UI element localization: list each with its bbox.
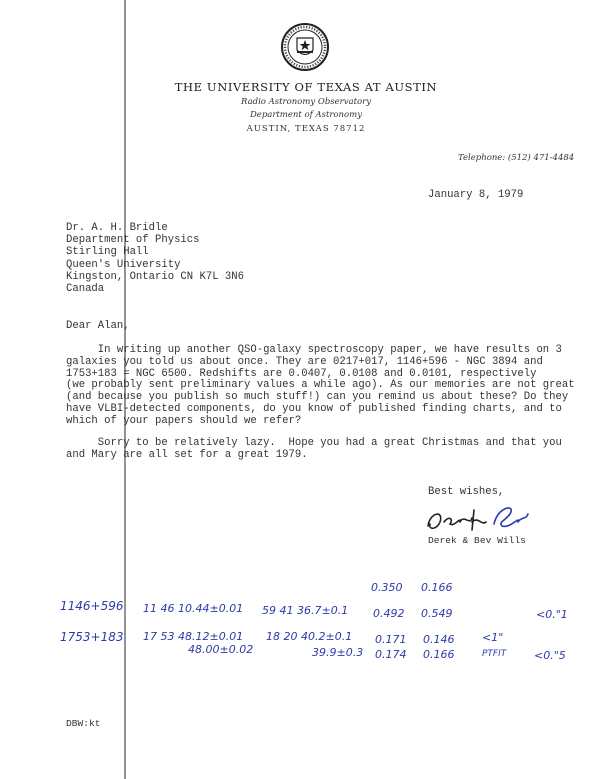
address-line: Queen's University bbox=[66, 258, 181, 271]
hand-row2-name: 1753+183 bbox=[60, 630, 124, 644]
university-name: THE UNIVERSITY OF TEXAS AT AUSTIN bbox=[174, 80, 438, 94]
address-line: Department of Physics bbox=[66, 234, 200, 247]
hand-row1-ra: 11 46 10.44±0.01 bbox=[143, 602, 244, 615]
hand-row3-ra: 48.00±0.02 bbox=[188, 643, 254, 656]
hand-row2-note: <1" bbox=[482, 631, 504, 644]
address-line: Canada bbox=[66, 283, 105, 296]
salutation: Dear Alan, bbox=[66, 320, 130, 332]
paragraph-line: have VLBI-detected components, do you know of published finding charts, and to bbox=[66, 402, 562, 415]
reference-initials: DBW:kt bbox=[66, 718, 101, 729]
hand-row3-note: PTFIT bbox=[482, 649, 507, 659]
signature bbox=[424, 500, 534, 536]
observatory-name: Radio Astronomy Observatory bbox=[240, 97, 372, 107]
hand-row0-c1: 0.350 bbox=[371, 581, 403, 594]
address-line: Kingston, Ontario CN K7L 3N6 bbox=[66, 270, 245, 283]
paragraph-line: (we probably sent preliminary values a while ago). As our memories are not great bbox=[66, 379, 575, 392]
hand-row3-size: <0."5 bbox=[534, 649, 566, 662]
address-line: Dr. A. H. Bridle bbox=[66, 222, 168, 234]
hand-row3-c1: 0.174 bbox=[375, 648, 407, 661]
hand-row2-c1: 0.171 bbox=[375, 633, 407, 646]
paragraph-line: Sorry to be relatively lazy. Hope you had a great Christmas and that you bbox=[66, 437, 562, 449]
hand-row3-dec: 39.9±0.3 bbox=[312, 646, 364, 659]
hand-row1-c1: 0.492 bbox=[373, 607, 405, 620]
hand-row2-c2: 0.146 bbox=[423, 633, 455, 646]
hand-row0-c2: 0.166 bbox=[421, 581, 453, 594]
university-seal-icon bbox=[280, 22, 330, 72]
hand-row1-size: <0."1 bbox=[536, 608, 568, 621]
hand-row1-c2: 0.549 bbox=[421, 607, 453, 620]
recipient-address bbox=[66, 222, 244, 295]
hand-row1-name: 1146+596 bbox=[60, 599, 124, 613]
hand-row2-ra: 17 53 48.12±0.01 bbox=[143, 630, 244, 643]
telephone: Telephone: (512) 471-4484 bbox=[458, 153, 575, 163]
body-paragraph-1 bbox=[66, 344, 575, 428]
paragraph-line: (and because you publish so much stuff!) can you remind us about these? Do they bbox=[66, 391, 569, 404]
paragraph-line: galaxies you told us about once. They are 0217+017, 1146+596 - NGC 3894 and bbox=[66, 355, 543, 368]
letter-date: January 8, 1979 bbox=[428, 189, 524, 201]
closing: Best wishes, bbox=[428, 486, 505, 498]
paragraph-line: In writing up another QSO-galaxy spectroscopy paper, we have results on 3 bbox=[66, 344, 562, 356]
paragraph-line: 1753+183 = NGC 6500. Redshifts are 0.0407, 0.0108 and 0.0101, respectively bbox=[66, 367, 537, 380]
letterhead-city: AUSTIN, TEXAS 78712 bbox=[246, 124, 366, 134]
address-line: Stirling Hall bbox=[66, 246, 149, 259]
paragraph-line: which of your papers should we refer? bbox=[66, 414, 302, 427]
body-paragraph-2 bbox=[66, 437, 562, 462]
hand-row2-dec: 18 20 40.2±0.1 bbox=[266, 630, 353, 643]
hand-row1-dec: 59 41 36.7±0.1 bbox=[262, 604, 349, 617]
department-name: Department of Astronomy bbox=[249, 110, 363, 120]
hand-row3-c2: 0.166 bbox=[423, 648, 455, 661]
paragraph-line: and Mary are all set for a great 1979. bbox=[66, 448, 308, 461]
signers-name: Derek & Bev Wills bbox=[428, 535, 526, 546]
